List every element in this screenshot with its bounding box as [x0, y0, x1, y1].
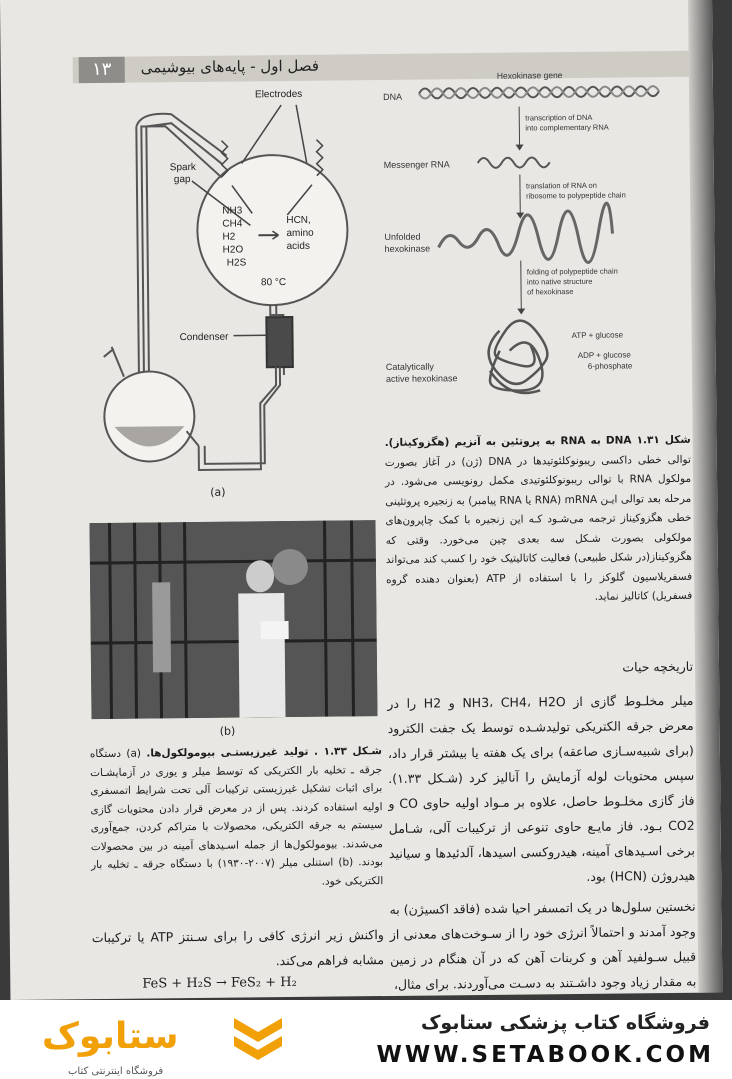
store-footer — [0, 1000, 732, 1079]
label-transcription-2: into complementary RNA — [525, 122, 609, 133]
label-translation-1: translation of RNA on — [525, 180, 597, 191]
label-hcn: HCN, — [286, 214, 311, 227]
label-gap: gap — [173, 174, 191, 186]
stanley-miller-photo — [89, 520, 377, 719]
label-atp-glucose: ATP + glucose — [571, 330, 624, 341]
chevron-logo-icon — [232, 1012, 284, 1068]
store-title: فروشگاه کتاب پزشکی ستابوک — [420, 1012, 710, 1034]
label-unfolded-1: Unfolded — [384, 231, 421, 242]
label-spark: Spark — [169, 161, 196, 174]
label-catalytically-2: active hexokinase — [385, 373, 458, 384]
label-transcription-1: transcription of DNA — [525, 112, 593, 123]
label-h2: H2 — [222, 231, 236, 243]
label-messenger-rna: Messenger RNA — [383, 159, 450, 170]
label-nh3: NH3 — [222, 205, 243, 217]
store-url-link[interactable]: WWW.SETABOOK.COM — [376, 1042, 714, 1068]
label-hexokinase-gene: Hexokinase gene — [496, 70, 563, 81]
miller-urey-apparatus-figure — [81, 84, 375, 507]
paragraph-reaction: واکنش زیر انرژی کافی را برای سـنتز ATP یا ترکیبات مشابه فراهم می‌کند. — [91, 927, 385, 969]
figure-133-caption-body: (a) دستگاه جرقه ـ تخلیه بار الکتریکی که توسط میلر و یوری در آزمایشـات برای اثبات تشکیل غیرزیستی ترکیبات آلی تحت شرایط اتمسفری اولیه استفاده کردند. پس از در معرض قرار دادن محتویات گازی سیستم به جرقه الکتریکی، محصولات با متراکم کردن، جمع‌آوری می‌شدند. بیومولکول‌ها از جمله اسـیدهای آمینه در بین محصولات بودند. (b) استنلی میلر (۲۰۰۷-۱۹۳۰) با دستگاه جرقه ـ تخلیه بار الکتریکی خود. — [89, 747, 384, 888]
chemical-equation: FeS + H₂S → FeS₂ + H₂ — [142, 974, 297, 992]
label-adp-glucose-2: 6-phosphate — [587, 361, 633, 371]
dna-to-hexokinase-figure — [377, 69, 691, 412]
figure-131-caption — [385, 431, 693, 610]
paragraph-miller: میلر مخلـوط گازی از NH3، CH4، H2O و H2 را در معرض جرقه الکتریکی تولیدشـده توسط یک جفت الکترود (برای شبیه‌سـازی صاعقه) برای یک هفته یا بیشتر قرار داد، سپس محتویات لوله آزمایش را آنالیز کرد (شـکل ۱.۳۳). فاز گازی مخلـوط حاصل، علاوه بر مـواد اولیه حاوی CO و CO2 بـود. فاز مایـع حاوی تنوعی از ترکیبات آلی، شـامل برخی اسـیدهای آمینه، هیدروکسی اسیدها، آلدئیدها و سیانید هیدروژن (HCN) بود. — [387, 692, 696, 884]
right-column-body — [387, 688, 696, 1000]
label-dna: DNA — [382, 91, 403, 102]
label-amino: amino — [286, 227, 314, 240]
figure-a-panel-label: (a) — [210, 485, 226, 499]
left-column-body — [92, 922, 385, 981]
logo-subtitle: فروشگاه اینترنتی کتاب — [68, 1066, 164, 1077]
label-folding-2: into native structure — [526, 276, 593, 287]
section-heading: تاریخچه حیات — [622, 658, 694, 675]
label-folding-3: of hexokinase — [527, 287, 574, 297]
label-electrodes: Electrodes — [254, 88, 303, 101]
figure-133-caption-title: شـکل ۱.۳۳ . تولید غیرزیستـی بیومولکول‌ها. — [146, 745, 382, 760]
label-h2s: H2S — [226, 257, 247, 269]
label-folding-1: folding of polypeptide chain — [526, 266, 618, 277]
label-translation-2: ribosome to polypeptide chain — [526, 190, 626, 201]
figure-b-panel-label: (b) — [219, 724, 236, 738]
label-catalytically-1: Catalytically — [385, 361, 434, 372]
label-unfolded-2: hexokinase — [384, 243, 431, 254]
label-temperature: 80 °C — [260, 277, 287, 289]
label-condenser: Condenser — [179, 331, 229, 344]
chapter-title: فصل اول - پایه‌های بیوشیمی — [140, 56, 320, 77]
logo-text: ستابوک — [42, 1016, 179, 1057]
figure-133-caption — [90, 742, 384, 893]
label-adp-glucose-1: ADP + glucose — [577, 350, 631, 360]
label-ch4: CH4 — [222, 218, 243, 230]
figure-131-caption-title: شکل ۱.۳۱ DNA به RNA به پروتئین به آنزیم (هگزوکیناز). — [384, 433, 691, 449]
label-h2o: H2O — [222, 244, 244, 256]
paragraph-first-cells: نخستین سلول‌ها در یک اتمسفر احیا شده (فاقد اکسیژن) به وجود آمدند و احتمالاً انرژی خود را از سـوخت‌های معدنی از قبیل سـولفید آهن و کربنات آهن که در آن هنگام در زمین به مقدار زیاد وجود داشـتند به دسـت می‌آوردند. برای مثال، — [389, 898, 697, 992]
photo-illustration — [89, 520, 377, 719]
label-acids: acids — [286, 240, 311, 253]
figure-131-caption-body: توالی خطی داکسی ریبونوکلئوتیدها در DNA (ژن) در آغاز بصورت مولکول RNA با توالی ریبونوکلئوتیدی مکمل رونویسی می‌شود. در مرحله بعد توالی ایـن mRNA (RNA یا RNA پیامبر) به زنجیره پروتئینی خطی هگزوکیناز ترجمه می‌شـود کـه این زنجیره با کمک چاپرون‌های مولکولی بصورت شـکل سه بعدی چین می‌خورد. وقتی که هگزوکیناز(در شکل طبیعی) فعالیت کاتالیتیک خود را کسب کند می‌تواند فسفریلاسیون گلوکز را با استفاده از ATP (بعنوان دهنده گروه فسفریل) کاتالیز نماید. — [384, 453, 693, 603]
page-number: ۱۳ — [79, 57, 125, 83]
setabook-logo[interactable] — [24, 1010, 184, 1077]
